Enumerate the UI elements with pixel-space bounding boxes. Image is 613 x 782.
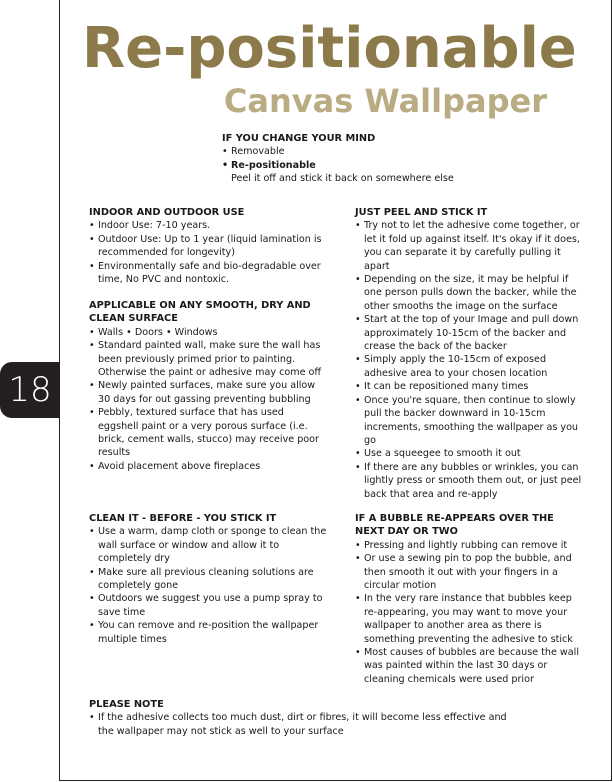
- list-item: • Once you're square, then continue to slowly pull the backer downward in 10-15cm increments, smoothing the wallpaper as you go: [355, 394, 585, 448]
- bullet-list: [89, 219, 327, 286]
- list-item: • Outdoor Use: Up to 1 year (liquid lamination is recommended for longevity): [89, 233, 327, 260]
- page-subtitle: Canvas Wallpaper: [223, 82, 547, 120]
- bullet-list: [355, 539, 585, 686]
- list-item: • If the adhesive collects too much dust, dirt or fibres, it will become less effective and the wallpaper may not stick as well to your surface: [89, 711, 519, 738]
- section-heading: IF YOU CHANGE YOUR MIND: [222, 133, 376, 144]
- list-item: • You can remove and re-position the wallpaper multiple times: [89, 619, 327, 646]
- section-applicable: [89, 299, 327, 473]
- list-item: • Avoid placement above fireplaces: [89, 460, 327, 473]
- section-heading: CLEAN IT - BEFORE - YOU STICK IT: [89, 513, 277, 524]
- list-item: • Make sure all previous cleaning solutions are completely gone: [89, 566, 327, 593]
- section-heading: PLEASE NOTE: [89, 699, 164, 710]
- list-item: • Environmentally safe and bio-degradable over time, No PVC and nontoxic.: [89, 260, 327, 287]
- section-heading: JUST PEEL AND STICK IT: [355, 207, 488, 218]
- list-item: • Most causes of bubbles are because the wall was painted within the last 30 days or cleaning chemicals were used prior: [355, 646, 585, 686]
- list-item: Peel it off and stick it back on somewhere else: [231, 173, 454, 185]
- page-title: Re-positionable: [82, 16, 577, 81]
- list-item: • Start at the top of your Image and pull down approximately 10-15cm of the backer and crease the back of the backer: [355, 313, 585, 353]
- bullet-list: [89, 525, 327, 646]
- bullet-list: [89, 711, 519, 738]
- page-number: 18: [8, 370, 52, 410]
- list-item: • Pressing and lightly rubbing can remove it: [355, 539, 585, 552]
- list-item: • Use a warm, damp cloth or sponge to clean the wall surface or window and allow it to completely dry: [89, 525, 327, 565]
- section-peel-stick: [355, 206, 585, 501]
- list-item: • Depending on the size, it may be helpful if one person pulls down the backer, while the other smooths the image on the surface: [355, 273, 585, 313]
- list-item: • Re-positionable: [222, 159, 522, 172]
- list-item: • Or use a sewing pin to pop the bubble, and then smooth it out with your fingers in a circular motion: [355, 552, 585, 592]
- bullet-list: [89, 326, 327, 473]
- list-item: • Indoor Use: 7-10 years.: [89, 219, 327, 232]
- list-item: • Newly painted surfaces, make sure you allow 30 days for out gassing preventing bubbling: [89, 379, 327, 406]
- list-item: • Removable: [222, 145, 522, 158]
- list-item: • Simply apply the 10-15cm of exposed adhesive area to your chosen location: [355, 353, 585, 380]
- section-bubble: [355, 512, 585, 686]
- section-heading: INDOOR AND OUTDOOR USE: [89, 207, 245, 218]
- section-clean: [89, 512, 327, 646]
- bullet-list: [355, 219, 585, 501]
- list-item: • Use a squeegee to smooth it out: [355, 447, 585, 460]
- list-item: • Standard painted wall, make sure the wall has been previously primed prior to painting. Otherwise the paint or adhesive may come off: [89, 339, 327, 379]
- list-item: • In the very rare instance that bubbles keep re-appearing, you may want to move your wallpaper to another area as there is something preventing the adhesive to stick: [355, 592, 585, 646]
- section-heading: APPLICABLE ON ANY SMOOTH, DRY AND CLEAN SURFACE: [89, 300, 311, 325]
- list-item: • Pebbly, textured surface that has used eggshell paint or a very porous surface (i.e. brick, cement walls, stucco) may receive poor results: [89, 406, 327, 460]
- list-item: • It can be repositioned many times: [355, 380, 585, 393]
- section-heading: IF A BUBBLE RE-APPEARS OVER THE NEXT DAY OR TWO: [355, 513, 554, 538]
- bullet-list: [222, 145, 522, 185]
- list-item: • If there are any bubbles or wrinkles, you can lightly press or smooth them out, or just peel back that area and re-apply: [355, 461, 585, 501]
- list-item: • Outdoors we suggest you use a pump spray to save time: [89, 592, 327, 619]
- section-please-note: [89, 698, 519, 738]
- list-item: • Try not to let the adhesive come together, or let it fold up against itself. It's okay if it does, you can separate it by carefully pulling it apart: [355, 219, 585, 273]
- page-number-tab: [0, 362, 60, 418]
- list-item: • Walls • Doors • Windows: [89, 326, 327, 339]
- section-indoor-outdoor: [89, 206, 327, 286]
- section-change-mind: [222, 132, 522, 186]
